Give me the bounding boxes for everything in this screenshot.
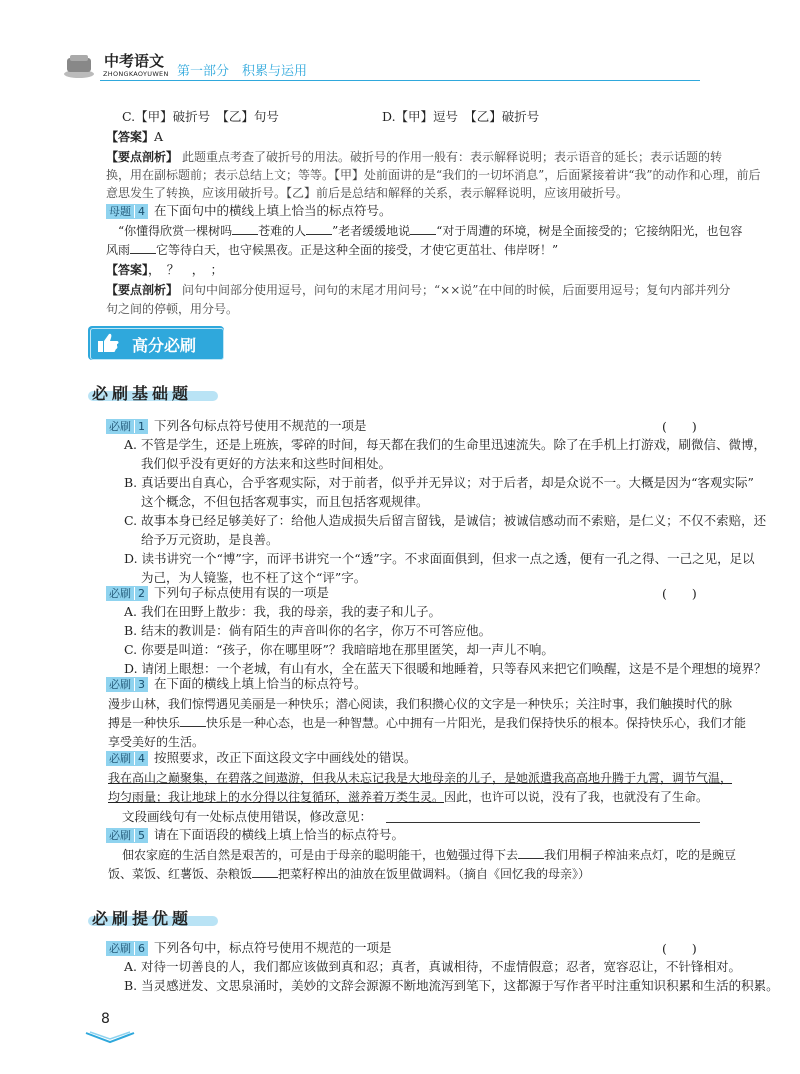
answer2-value: ， ？ ， ； xyxy=(148,262,224,277)
header-rule xyxy=(100,80,700,81)
answer2-row: 【答案】， ？ ， ； xyxy=(106,262,224,277)
blank-line xyxy=(232,222,258,235)
book-title: 中考语文 xyxy=(104,52,165,70)
mother-text-1: “你懂得欣赏一棵树吗 苍难的人 ”老者缓缓地说 “对于周遭的环境，树是全面接受的；它接纳阳光，也包容 xyxy=(118,224,743,238)
section-title-basic: 必刷基础题 xyxy=(92,384,193,403)
analysis-text: 意思发生了转换，应该用破折号。【乙】前后是总结和解释的关系，表示解释说明，应该用破折号。 xyxy=(106,186,629,200)
q2-option: D. 请闭上眼想：一个老城，有山有水，全在蓝天下很暖和地睡着，只等春风来把它们唤醒，这是不是个理想的境界？ xyxy=(124,661,767,676)
q1-option: 这个概念，不但包括客观事实，而且包括客观规律。 xyxy=(141,494,429,509)
section-title: 第一部分 积累与运用 xyxy=(177,64,308,79)
blank-line xyxy=(518,846,544,859)
analysis2-text: 句之间的停顿，用分号。 xyxy=(106,302,239,316)
q1-option: A. 不管是学生，还是上班族，零碎的时间，每天都在我们的生命里迅速流失。除了在手机上打游戏，刷微信、微博， xyxy=(124,437,766,452)
q5-text: 饭、菜饭、红薯饭、杂粮饭 把菜籽榨出的油放在饭里做调料。（摘自《回忆我的母亲》） xyxy=(108,867,591,881)
banner-title: 高分必刷 xyxy=(132,336,197,355)
footer-wave-icon xyxy=(84,1030,136,1044)
mother-question xyxy=(106,202,392,220)
question-3: 必刷 3 在下面的横线上填上恰当的标点符号。 xyxy=(106,675,367,693)
q1-option: 给予万元资助，是良善。 xyxy=(141,532,279,547)
question-tag: 必刷 4 xyxy=(106,751,148,766)
question-tag: 必刷 2 xyxy=(106,586,148,601)
analysis-label: 【要点剖析】 xyxy=(106,150,179,164)
blank-line xyxy=(130,241,156,254)
analysis-text: 此题重点考查了破折号的用法。破折号的作用一般有：表示解释说明；表示语音的延长；表示话题的转 xyxy=(182,150,723,164)
blank-line xyxy=(410,222,436,235)
analysis-text: 换，用在副标题前；表示总结上文；等等。【甲】处前面讲的是“我们的一切坏消息”，后面紧接着讲“我”的动作和心理，前后 xyxy=(106,168,761,182)
answer-label: 【答案】 xyxy=(106,130,155,144)
answer-paren: ( ) xyxy=(662,941,697,956)
q5-text: 佃农家庭的生活自然是艰苦的，可是由于母亲的聪明能干，也勉强过得下去 我们用桐子榨油来点灯，吃的是豌豆 xyxy=(122,848,737,862)
analysis-row-1 xyxy=(106,148,722,166)
q4-text: 我在高山之巅聚集，在碧落之间遨游，但我从未忘记我是大地母亲的儿子，是她派遣我高高地升腾于九霄，调节气温， xyxy=(108,771,733,785)
question-tag: 必刷 6 xyxy=(106,941,148,956)
answer-line[interactable] xyxy=(386,822,700,823)
q3-text: 搏是一种快乐 快乐是一种心态，也是一种智慧。心中拥有一片阳光，是我们保持快乐的根本。保持快乐心，我们才能 xyxy=(108,716,747,730)
q2-option: B. 结末的教训是：倘有陌生的声音叫你的名字，你万不可答应他。 xyxy=(124,623,492,638)
section-title-advanced: 必刷提优题 xyxy=(92,909,193,928)
q6-option: A. 对待一切善良的人，我们都应该做到真和忍；真者，真诚相待，不虚情假意；忍者，宽容忍让，不针锋相对。 xyxy=(124,959,741,974)
blank-line xyxy=(252,865,278,878)
book-pinyin: ZHONGKAOYUWEN xyxy=(103,70,169,78)
page-number: 8 xyxy=(101,1011,110,1027)
q2-option: C. 你要是叫道：“孩子，你在哪里呀”？我暗暗地在那里匿笑，却一声儿不响。 xyxy=(124,642,554,657)
answer-row xyxy=(106,128,163,146)
question-5: 必刷 5 请在下面语段的横线上填上恰当的标点符号。 xyxy=(106,826,404,844)
q3-text: 漫步山林，我们惊愕遇见美丽是一种快乐；潜心阅读，我们积攒心仪的文字是一种快乐；关注时事，我们触摸时代的脉 xyxy=(108,697,733,711)
question-tag: 必刷 3 xyxy=(106,677,148,692)
q1-option: 我们似乎没有更好的方法来和这些时间相处。 xyxy=(141,456,392,471)
question-6: 必刷 6 下列各句中，标点符号使用不规范的一项是 xyxy=(106,939,392,957)
choice-c: C.【甲】破折号 【乙】句号 xyxy=(122,109,279,124)
analysis2-row-1: 【要点剖析】 问句中间部分使用逗号，问句的末尾才用问号；“××说”在中间的时候，后面要用逗号；复句内部并列分 xyxy=(106,283,731,297)
answer-paren: ( ) xyxy=(662,419,697,434)
q2-option: A. 我们在田野上散步：我，我的母亲，我的妻子和儿子。 xyxy=(124,604,441,619)
blank-line xyxy=(180,714,206,727)
mother-text-2: 风雨 它等待白天，也守候黑夜。正是这种全面的接受，才使它更茁壮、伟岸呀！” xyxy=(106,243,559,257)
underlined-sentence: 均匀雨量；我让地球上的水分得以往复循环，滋养着万类生灵。 xyxy=(108,790,445,804)
q1-option: 为己，为人镜鉴，也不枉了这个“评”字。 xyxy=(141,570,367,585)
mother-stem: 在下面句中的横线上填上恰当的标点符号。 xyxy=(154,203,392,218)
question-1: 必刷 1 下列各句标点符号使用不规范的一项是 xyxy=(106,417,367,435)
banner xyxy=(88,326,224,362)
q4-text: 均匀雨量；我让地球上的水分得以往复循环，滋养着万类生灵。因此，也许可以说，没有了我，也就没有了生命。 xyxy=(108,790,709,804)
book-logo-icon xyxy=(62,52,96,78)
thumbs-up-icon xyxy=(96,332,120,354)
blank-line xyxy=(306,222,332,235)
question-2: 必刷 2 下列句子标点使用有误的一项是 xyxy=(106,584,329,602)
question-tag: 必刷 1 xyxy=(106,419,148,434)
question-4: 必刷 4 按照要求，改正下面这段文字中画线处的错误。 xyxy=(106,749,417,767)
header-logo xyxy=(62,52,96,78)
q4-answer-row: 文段画线句有一处标点使用错误，修改意见： xyxy=(122,809,373,824)
choice-d: D.【甲】逗号 【乙】破折号 xyxy=(382,109,540,124)
answer-paren: ( ) xyxy=(662,586,697,601)
q1-option: B. 真话要出自真心，合乎客观实际，对于前者，似乎并无异议；对于后者，却是众说不一。大概是因为“客观实际” xyxy=(124,475,754,490)
q1-option: D. 读书讲究一个“博”字，而评书讲究一个“透”字。不求面面俱到，但求一点之透，便有一孔之得、一己之见，足以 xyxy=(124,551,755,566)
question-tag: 必刷 5 xyxy=(106,828,148,843)
mother-tag: 母题 4 xyxy=(106,204,148,219)
answer-value: A xyxy=(154,129,164,144)
q1-option: C. 故事本身已经足够美好了：给他人造成损失后留言留钱，是诚信；被诚信感动而不索赔，是仁义；不仅不索赔，还 xyxy=(124,513,767,528)
q3-text: 享受美好的生活。 xyxy=(108,735,205,749)
q6-option: B. 当灵感迸发、文思泉涌时，美妙的文辞会源源不断地流泻到笔下，这都源于写作者平时注重知识积累和生活的积累。 xyxy=(124,978,779,993)
